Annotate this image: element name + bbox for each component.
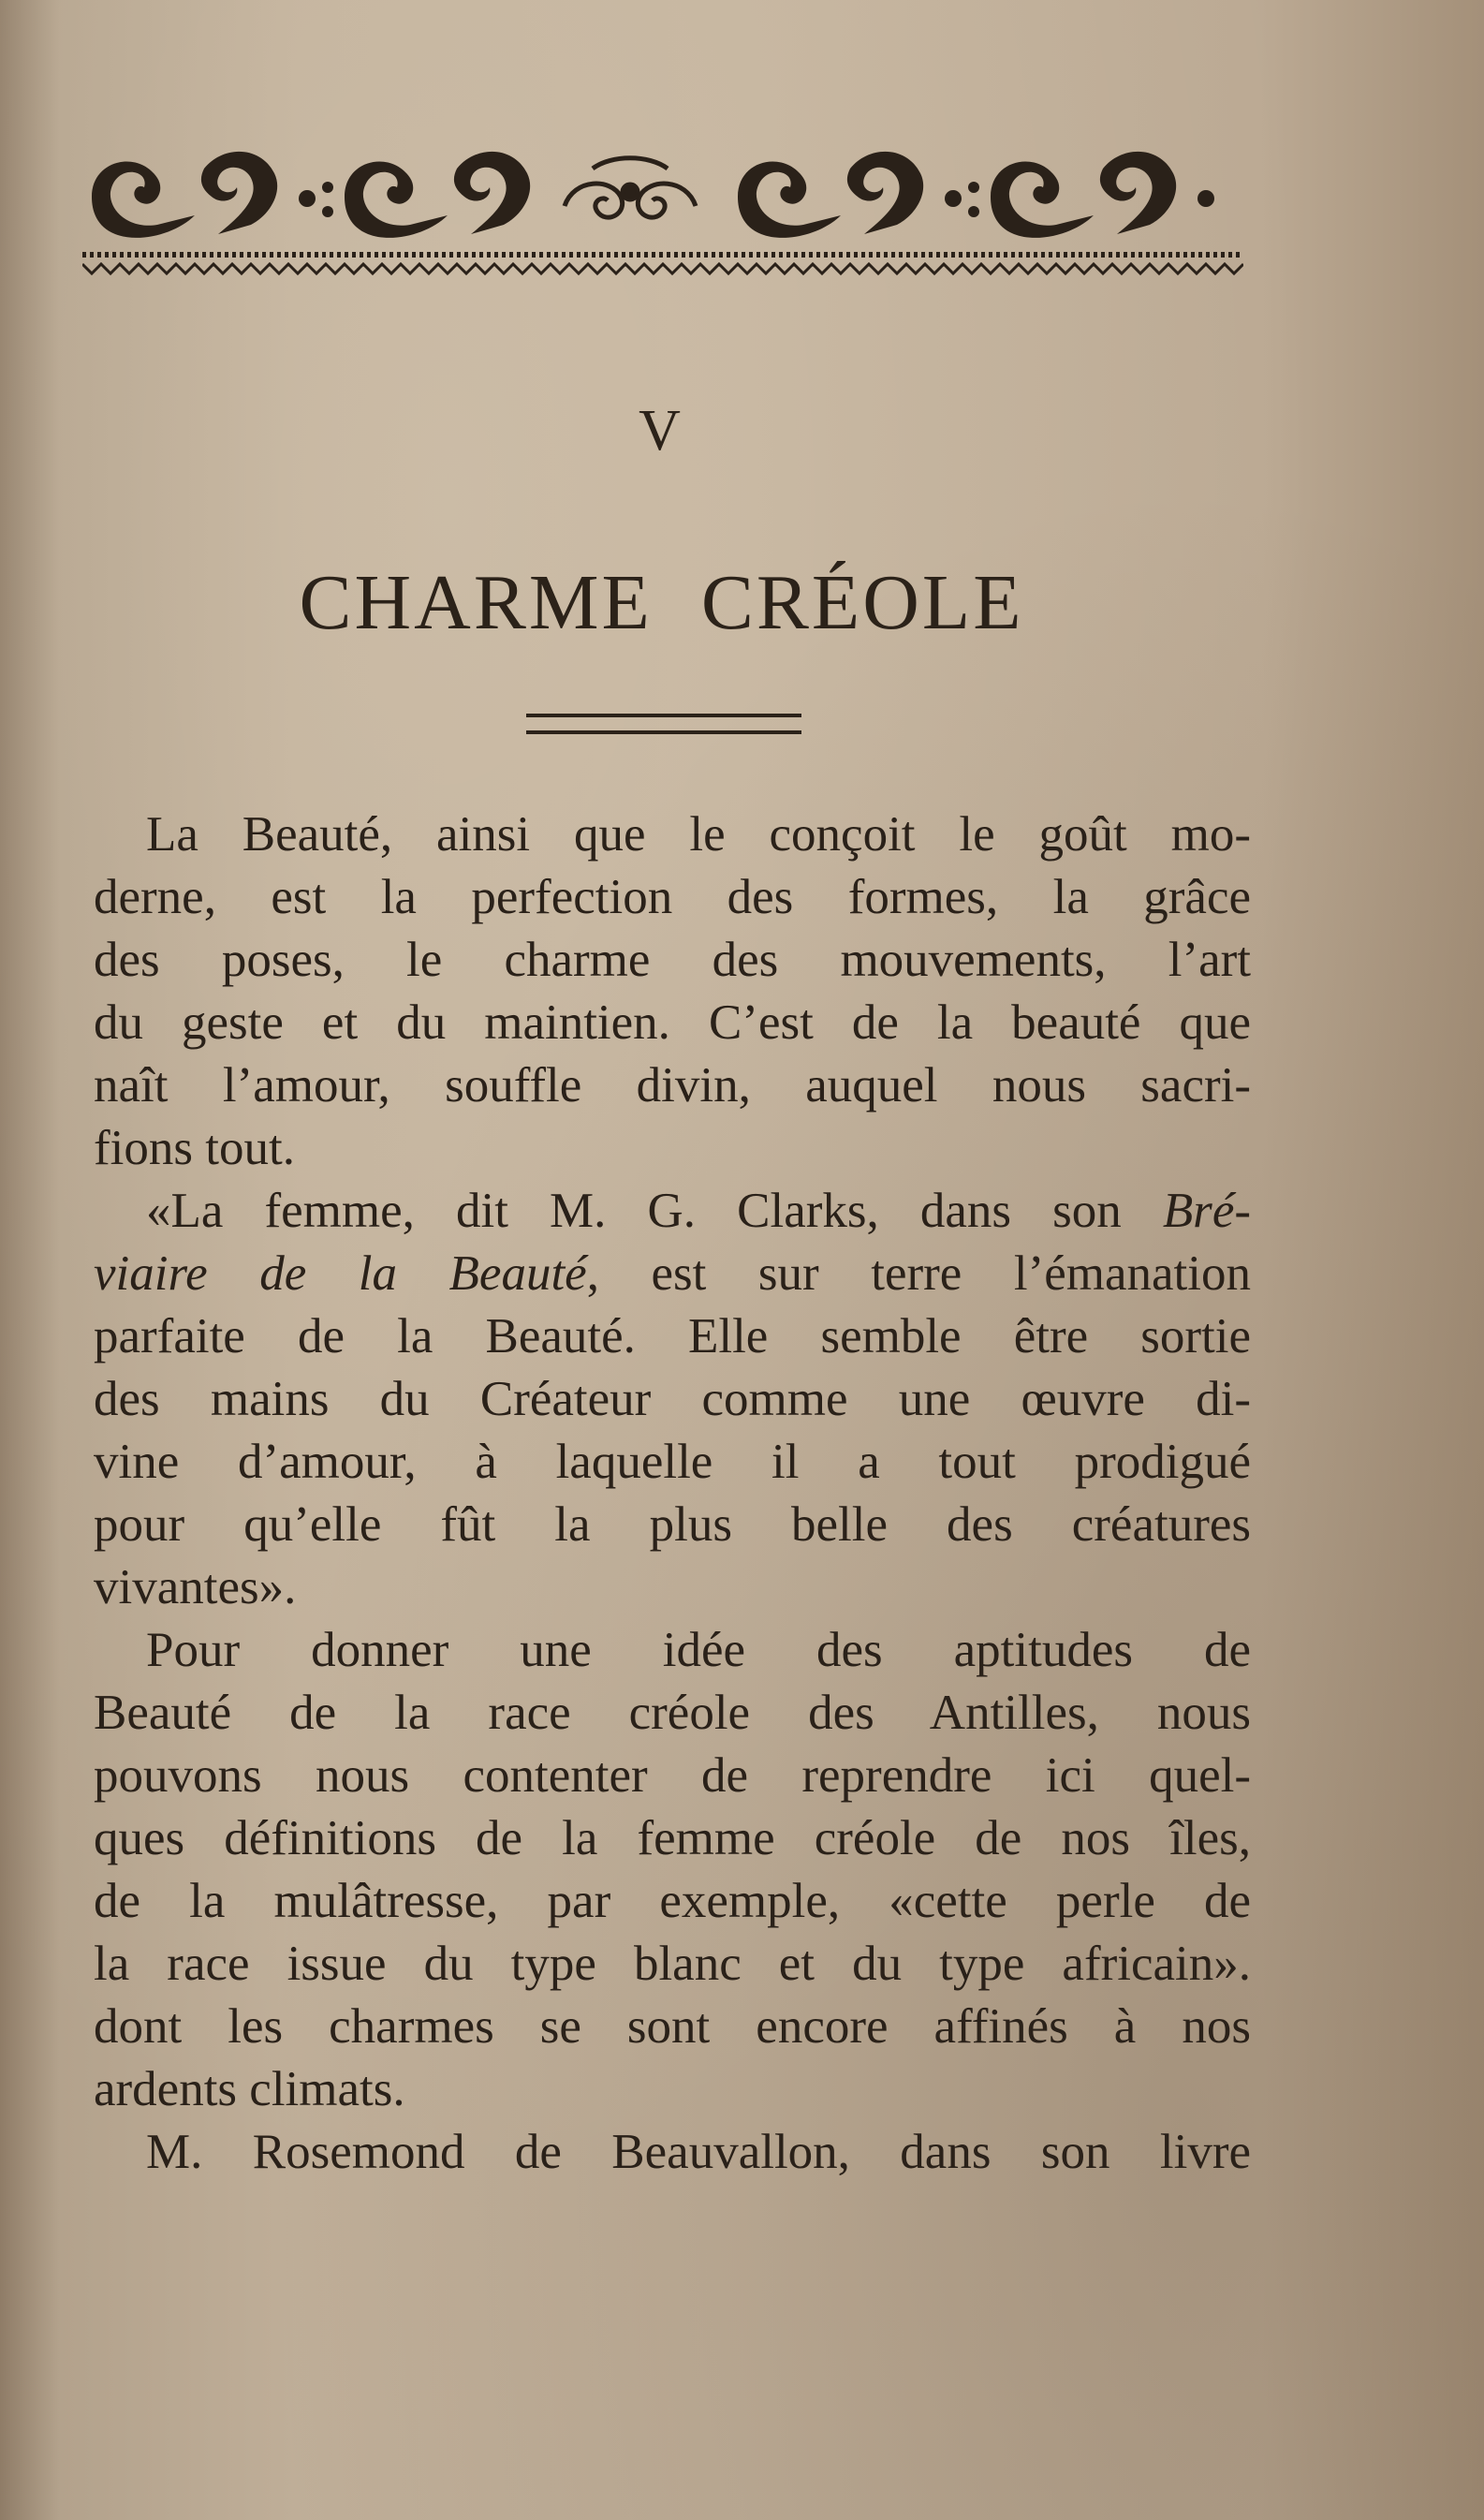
chapter-title: CHARME CRÉOLE xyxy=(299,559,1024,646)
book-title-italic: Bré- xyxy=(1162,1184,1251,1238)
text-line xyxy=(94,1180,1251,1243)
text-span: , est sur terre l’émanation xyxy=(586,1246,1251,1301)
ornament-center-scroll xyxy=(565,158,696,217)
text-line: M. Rosemond de Beauvallon, dans son livre xyxy=(146,2125,1251,2179)
text-line: pouvons nous contenter de reprendre ici quel- xyxy=(94,1748,1251,1803)
text-line: parfaite de la Beauté. Elle semble être sortie xyxy=(94,1309,1251,1363)
ornament-zigzag-border xyxy=(82,264,1243,273)
paragraph xyxy=(94,803,1251,1180)
text-line: La Beauté, ainsi que le conçoit le goût mo- xyxy=(146,807,1251,862)
text-line: pour qu’elle fût la plus belle des créatures xyxy=(94,1497,1251,1552)
chapter-body-text xyxy=(94,803,1251,2184)
paragraph xyxy=(94,2121,1251,2184)
text-line: vivantes». xyxy=(94,1560,297,1614)
paragraph xyxy=(94,1619,1251,2121)
text-line: Pour donner une idée des aptitudes de xyxy=(146,1623,1251,1677)
text-line: la race issue du type blanc et du type africain». xyxy=(94,1937,1251,1991)
text-span: «La femme, dit M. G. Clarks, dans son xyxy=(146,1184,1163,1238)
book-title-italic: viaire de la Beauté xyxy=(94,1246,587,1301)
title-double-rule xyxy=(526,714,801,734)
text-line: de la mulâtresse, par exemple, «cette perle de xyxy=(94,1874,1251,1928)
text-line: des mains du Créateur comme une œuvre di- xyxy=(94,1372,1251,1426)
text-line: naît l’amour, souffle divin, auquel nous sacri- xyxy=(94,1058,1251,1113)
paragraph xyxy=(94,1180,1251,1619)
text-line: ardents climats. xyxy=(94,2062,405,2116)
text-line: vine d’amour, à laquelle il a tout prodigué xyxy=(94,1435,1251,1489)
text-line: fions tout. xyxy=(94,1121,295,1175)
ornament-motif xyxy=(92,152,333,238)
text-line: du geste et du maintien. C’est de la beauté que xyxy=(94,995,1251,1050)
ornament-motif xyxy=(345,152,530,238)
text-line: dont les charmes se sont encore affinés à nos xyxy=(94,1999,1251,2054)
chapter-number: V xyxy=(639,399,684,463)
text-line: derne, est la perfection des formes, la grâce xyxy=(94,870,1251,924)
text-line: ques définitions de la femme créole de nos îles, xyxy=(94,1811,1251,1865)
text-line: Beauté de la race créole des Antilles, nous xyxy=(94,1686,1251,1740)
ornament-motif xyxy=(991,152,1214,238)
text-line: des poses, le charme des mouvements, l’art xyxy=(94,933,1251,987)
text-line xyxy=(94,1243,1251,1305)
decorative-header-ornament xyxy=(82,140,1243,290)
ornament-motif xyxy=(738,152,979,238)
